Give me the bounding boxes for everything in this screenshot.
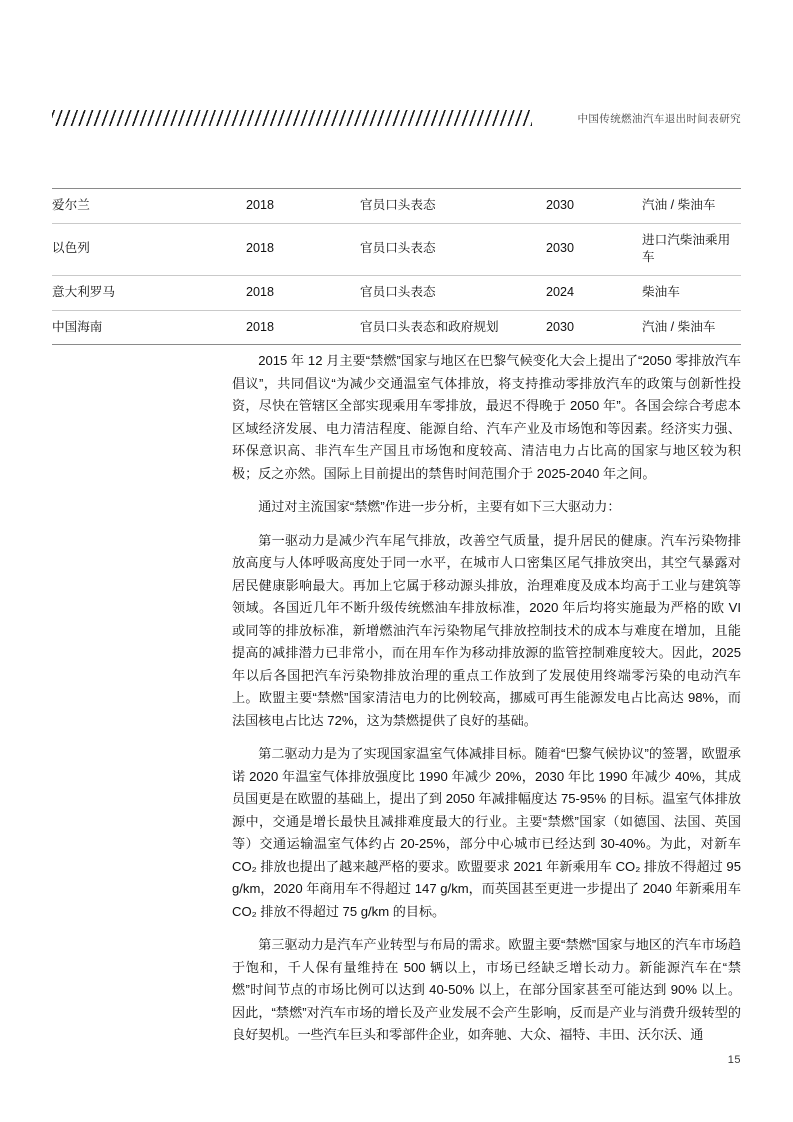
paragraph: 2015 年 12 月主要“禁燃”国家与地区在巴黎气候变化大会上提出了“2050 零排放汽车倡议”，共同倡议“为减少交通温室气体排放，将支持推动零排放汽车的政策与创新性投资，尽快在管辖区全部实现乘用车零排放，最迟不得晚于 2050 年”。各国会综合考虑本区域经济发展、电力清洁程度、能源自给、汽车产业及市场饱和等因素。经济实力强、环保意识高、非汽车生产国且市场饱和度较高、清洁电力占比高的国家与地区较为积极；反之亦然。国际上目前提出的禁售时间范围介于 2025-2040 年之间。 [232,353,741,481]
table-row [52,189,741,224]
cell-year-announced: 2018 [246,241,275,256]
cell-form: 官员口头表态 [360,284,436,299]
paragraph: 第一驱动力是减少汽车尾气排放，改善空气质量，提升居民的健康。汽车污染物排放高度与人体呼吸高度处于同一水平，在城市人口密集区尾气排放突出，其空气暴露对居民健康影响最大。再加上它属于移动源头排放，治理难度及成本均高于工业与建筑等领域。各国近几年不断升级传统燃油车排放标准，2020 年后均将实施最为严格的欧 VI 或同等的排放标准，新增燃油汽车污染物尾气排放控制技术的成本与难度在增加，且能提高的减排潜力已非常小，而在用车作为移动排放源的监管控制难度较大。因此，2025 年以后各国把汽车污染物排放治理的重点工作放到了发展使用终端零污染的电动汽车上。欧盟主要“禁燃”国家清洁电力的比例较高，挪威可再生能源发电占比高达 98%，而法国核电占比达 72%，这为禁燃提供了良好的基础。 [232,532,741,728]
paragraph: 第三驱动力是汽车产业转型与布局的需求。欧盟主要“禁燃”国家与地区的汽车市场趋于饱和，千人保有量维持在 500 辆以上，市场已经缺乏增长动力。新能源汽车在“禁燃”时间节点的市场比例可以达到 40-50% 以上，在部分国家甚至可能达到 90% 以上。因此，“禁燃”对汽车市场的增长及产业发展不会产生影响，反而是产业与消费升级转型的良好契机。一些汽车巨头和零部件企业，如奔驰、大众、福特、丰田、沃尔沃、通 [232,937,741,1043]
cell-region: 中国海南 [52,319,103,334]
ban-timeline-table [52,188,741,345]
hatched-rule-icon [52,110,532,126]
table-row [52,223,741,275]
cell-form: 官员口头表态 [360,198,436,212]
page-header [52,105,741,131]
cell-region: 意大利罗马 [52,284,115,299]
paragraph: 第二驱动力是为了实现国家温室气体减排目标。随着“巴黎气候协议”的签署，欧盟承诺 2020 年温室气体排放强度比 1990 年减少 20%，2030 年比 1990 年减少 40%，其成员国更是在欧盟的基础上，提出了到 2050 年减排幅度达 75-95% 的目标。温室气体排放源中，交通是增长最快且减排难度最大的行业。主要“禁燃”国家（如德国、法国、英国等）交通运输温室气体约占 20-25%，部分中心城市已经达到 30-40%。为此，对新车 CO₂ 排放也提出了越来越严格的要求。欧盟要求 2021 年新乘用车 CO₂ 排放不得超过 95 g/km，2020 年商用车不得超过 147 g/km，而英国甚至更进一步提出了 2040 年新乘用车 CO₂ 排放不得超过 75 g/km 的目标。 [232,746,741,919]
cell-scope: 汽油 / 柴油车 [642,198,716,212]
header-title: 中国传统燃油汽车退出时间表研究 [577,112,741,125]
cell-form: 官员口头表态 [360,241,436,256]
cell-year-announced: 2018 [246,198,275,212]
cell-target-year: 2030 [546,319,575,334]
cell-scope: 进口汽柴油乘用车 [642,232,731,265]
cell-region: 爱尔兰 [52,198,90,212]
cell-target-year: 2030 [546,241,575,256]
cell-scope: 汽油 / 柴油车 [642,319,716,334]
cell-target-year: 2030 [546,198,575,212]
table-row [52,275,741,310]
cell-year-announced: 2018 [246,319,275,334]
paragraph: 通过对主流国家“禁燃”作进一步分析，主要有如下三大驱动力： [258,499,621,515]
cell-scope: 柴油车 [642,284,680,299]
table-row [52,310,741,345]
cell-year-announced: 2018 [246,284,275,299]
cell-form: 官员口头表态和政府规划 [360,319,499,334]
page-number: 15 [727,1054,741,1066]
cell-target-year: 2024 [546,284,575,299]
body-text [232,350,741,1047]
cell-region: 以色列 [52,241,90,256]
